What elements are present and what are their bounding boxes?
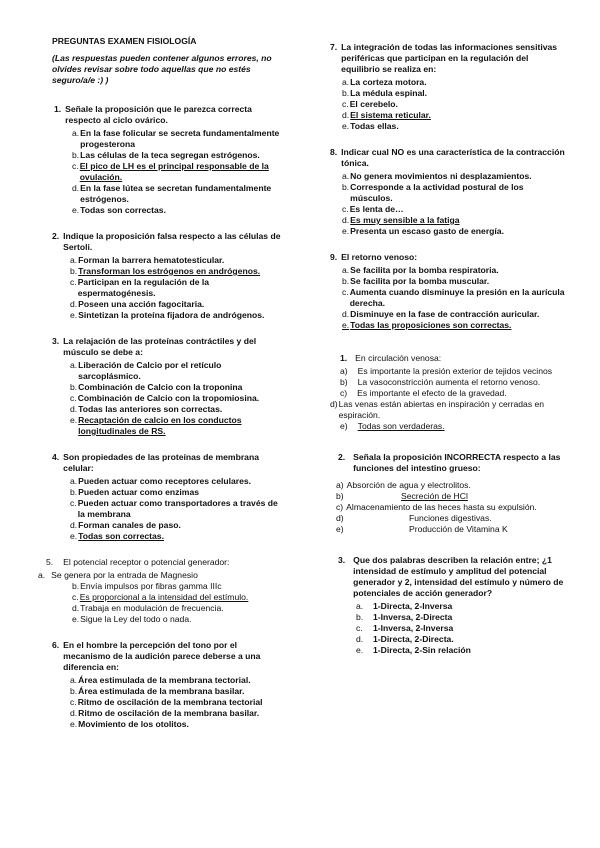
option-a: a. La corteza motora. [342,77,427,87]
question-number: 1. [340,353,348,363]
option-b: b. Pueden actuar como enzimas [70,487,200,497]
option-c-marked: c. Es proporcional a la intensidad del estímulo. [72,592,249,602]
question-number: 6. [52,640,60,650]
question-9 [330,252,566,331]
option-c: c. Ritmo de oscilación de la membrana tectorial [70,697,263,707]
option-e-marked: e. Todas son correctas. [70,531,164,541]
question-5 [38,557,286,625]
question-text: La relajación de las proteínas contráctiles y del músculo se debe a: [63,336,257,357]
option-e: e. Todas son correctas. [72,205,166,215]
option-c: c. El cerebelo. [342,99,398,109]
option-b: b. Corresponde a la actividad postural de los músculos. [342,182,524,203]
option-d: d. Poseen una acción fagocitaria. [70,299,205,309]
option-e: e. Sigue la Ley del todo o nada. [72,614,192,624]
option-e: e) Producción de Vitamina K [336,524,508,534]
question-number: 3. [338,555,346,565]
option-c: c. 1-Inversa, 2-Inversa [356,623,454,633]
question-1 [54,104,286,216]
option-b: b. Envía impulsos por fibras gamma IIIc [72,581,222,591]
question-venous-circulation [330,353,566,432]
question-number: 5. [46,557,54,567]
option-c: c. Pueden actuar como transportadores a través de la membrana [70,498,278,519]
option-a: a. 1-Directa, 2-Inversa [356,601,453,611]
option-a: a) Absorción de agua y electrolitos. [336,480,471,490]
option-a: a) Es importante la presión exterior de tejidos vecinos [340,366,553,376]
option-d: d. Trabaja en modulación de frecuencia. [72,603,224,613]
option-a: a. Área estimulada de la membrana tectorial. [70,675,251,685]
option-a: a. En la fase folicular se secreta fundamentalmente progesterona [72,128,280,149]
option-a: a. Pueden actuar como receptores celulares. [70,476,252,486]
option-d-marked: d. El sistema reticular. [342,110,431,120]
question-text: El retorno venoso: [341,252,418,262]
page-title: PREGUNTAS EXAMEN FISIOLOGÍA [52,36,197,46]
question-number: 3. [52,336,60,346]
option-b: b. Área estimulada de la membrana basilar. [70,686,245,696]
option-c: c) Almacenamiento de las heces hasta su expulsión. [336,502,537,512]
question-text: En el hombre la percepción del tono por el mecanismo de la audición parece deberse a una diferencia en: [63,640,261,672]
option-e: e. 1-Directa, 2-Sin relación [356,645,471,655]
option-d: d. Ritmo de oscilación de la membrana basilar. [70,708,260,718]
question-text: Son propiedades de las proteínas de membrana celular: [63,452,259,473]
left-column [38,36,286,745]
option-c: c. Aumenta cuando disminuye la presión en la aurícula derecha. [342,287,565,308]
option-d-marked: d. Es muy sensible a la fatiga [342,215,460,225]
question-large-intestine [338,452,566,535]
option-b: b. 1-Inversa, 2-Directa [356,612,453,622]
question-number: 1. [54,104,62,114]
question-2 [52,231,286,321]
option-b: b. Las células de la teca segregan estrógenos. [72,150,260,160]
question-text: La integración de todas las informaciones sensitivas periféricas que participan en la regulación del equilibrio se realiza en: [341,42,558,74]
question-text: Que dos palabras describen la relación entre; ¿1 intensidad de estímulo y amplitud del potencial generador y 2, intensidad del estímulo y número de potenciales de acción generador? [353,555,564,598]
option-e: e. Todas ellas. [342,121,399,131]
question-number: 2. [52,231,60,241]
question-text: Indique la proposición falsa respecto a las células de Sertoli. [63,231,281,252]
question-number: 9. [330,252,338,262]
question-4 [52,452,286,542]
option-e-marked: e. Recaptación de calcio en los conductos longitudinales de RS. [70,415,242,436]
right-column [330,42,566,671]
option-c: c. Combinación de Calcio con la tropomiosina. [70,393,260,403]
option-b: b) La vasoconstricción aumenta el retorno venoso. [340,377,541,387]
option-b: b. La médula espinal. [342,88,428,98]
question-text: En circulación venosa: [355,353,442,363]
question-8 [330,147,566,237]
option-d: d. Disminuye en la fase de contracción auricular. [342,309,540,319]
question-number: 7. [330,42,338,52]
option-e: e. Sintetizan la proteína fijadora de andrógenos. [70,310,265,320]
option-d: d. 1-Directa, 2-Directa. [356,634,454,644]
option-d: d. Forman canales de paso. [70,520,181,530]
option-b-marked: b. Transforman los estrógenos en andrógenos. [70,266,261,276]
disclaimer-note: (Las respuestas pueden contener algunos errores, no olvides revisar sobre todo aquellas que no estés seguro/a/e :) ) [52,53,272,85]
question-text: Indicar cual NO es una característica de la contracción tónica. [341,147,565,168]
option-c: c. Participan en la regulación de la espermatogénesis. [70,277,210,298]
option-b: b. Combinación de Calcio con la troponina [70,382,243,392]
question-text: Señale la proposición que le parezca correcta respecto al ciclo ovárico. [65,104,252,125]
option-a: a. Forman la barrera hematotesticular. [70,255,225,265]
question-7 [330,42,566,132]
option-c: c. Es lenta de… [342,204,404,214]
option-d: d. En la fase lútea se secretan fundamentalmente estrógenos. [72,183,272,204]
option-c-marked: c. El pico de LH es el principal responsable de la ovulación. [72,161,269,182]
option-d: d. Todas las anteriores son correctas. [70,404,223,414]
option-e: e. Movimiento de los otolitos. [70,719,189,729]
question-3 [52,336,286,437]
option-e-marked: e. Todas las proposiciones son correctas. [342,320,512,330]
option-e-marked: e) Todas son verdaderas. [340,421,445,431]
question-6 [52,640,286,730]
question-stimulus-relation [338,555,566,656]
question-number: 2. [338,452,346,462]
option-e: e. Presenta un escaso gasto de energía. [342,226,504,236]
option-a: a. Liberación de Calcio por el retículo sarcoplásmico. [70,360,222,381]
option-d: d) Las venas están abiertas en inspiración y cerradas en espiración. [330,399,545,420]
question-text: El potencial receptor o potencial generador: [63,557,230,567]
question-number: 4. [52,452,60,462]
option-b-marked: b) Secreción de HCl [336,491,468,501]
question-text: Señala la proposición INCORRECTA respecto a las funciones del intestino grueso: [353,452,561,473]
option-c: c) Es importante el efecto de la gravedad. [340,388,507,398]
option-a: a. No genera movimientos ni desplazamientos. [342,171,532,181]
question-number: 8. [330,147,338,157]
option-b: b. Se facilita por la bomba muscular. [342,276,490,286]
option-d: d) Funciones digestivas. [336,513,492,523]
option-a: a. Se facilita por la bomba respiratoria. [342,265,499,275]
option-a: a. Se genera por la entrada de Magnesio [38,570,198,580]
